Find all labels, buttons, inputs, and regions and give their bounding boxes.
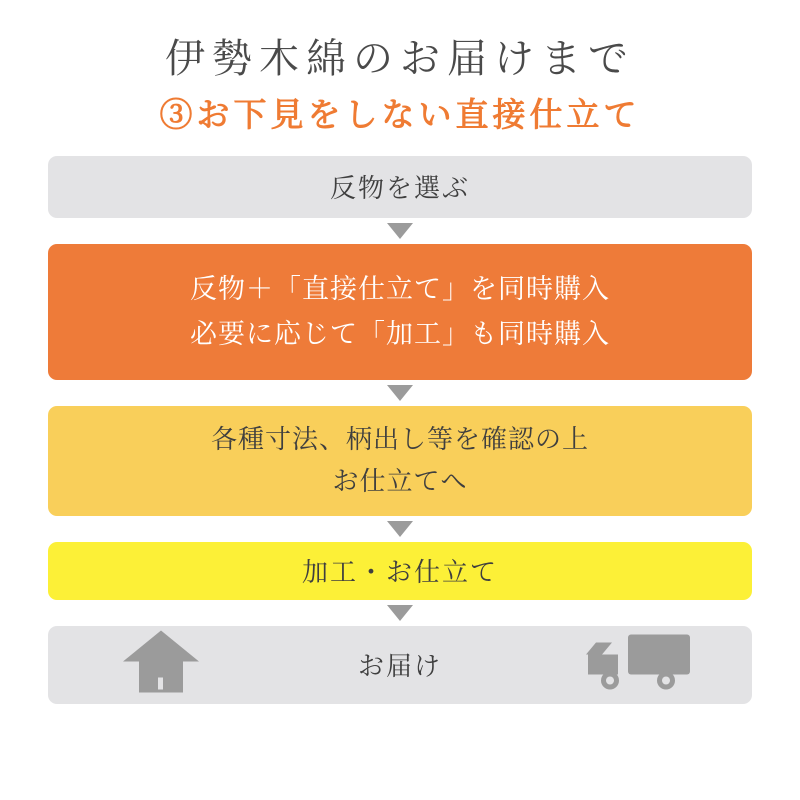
flow-step-purchase-together xyxy=(48,244,752,380)
flow-arrow-2 xyxy=(48,380,752,406)
arrow-down-icon xyxy=(387,605,413,621)
flow-step-line: お仕立てへ xyxy=(332,465,468,496)
flow-step-confirm-measurements xyxy=(48,406,752,516)
flow-arrow-4 xyxy=(48,600,752,626)
flow-step-processing-tailoring xyxy=(48,542,752,600)
arrow-down-icon xyxy=(387,521,413,537)
flow-step-select-fabric xyxy=(48,156,752,218)
flow-step-line: 必要に応じて「加工」も同時購入 xyxy=(190,318,610,349)
arrow-down-icon xyxy=(387,223,413,239)
flow-diagram xyxy=(48,156,752,704)
flow-step-delivery xyxy=(48,626,752,704)
flow-step-line: 反物＋「直接仕立て」を同時購入 xyxy=(190,274,610,305)
flow-step-line: 各種寸法、柄出し等を確認の上 xyxy=(210,424,589,455)
page-subtitle: ③お下見をしない直接仕立て xyxy=(159,96,641,133)
house-icon xyxy=(122,628,200,701)
arrow-down-icon xyxy=(387,385,413,401)
flow-step-line: 加工・お仕立て xyxy=(301,557,498,588)
page-title: 伊勢木綿のお届けまで xyxy=(165,37,635,81)
flow-arrow-3 xyxy=(48,516,752,542)
flow-step-line: お届け xyxy=(357,651,442,682)
flow-arrow-1 xyxy=(48,218,752,244)
flow-step-line: 反物を選ぶ xyxy=(329,173,470,204)
truck-icon xyxy=(582,630,694,699)
